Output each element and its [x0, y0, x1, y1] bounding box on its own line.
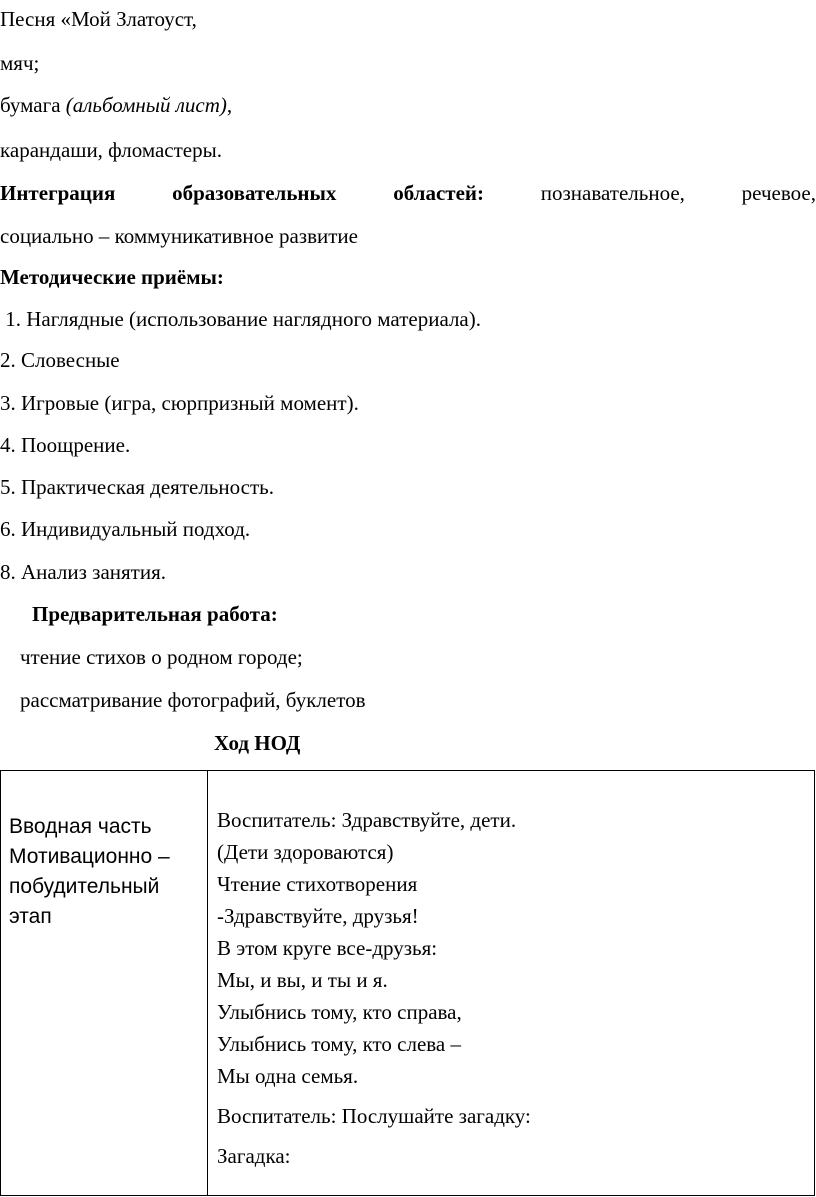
content-line-3: Чтение стихотворения: [217, 872, 418, 896]
materials-pencils: карандаши, фломастеры.: [0, 138, 222, 162]
preliminary-heading: Предварительная работа:: [32, 602, 278, 626]
methods-item-2: 2. Словесные: [0, 348, 120, 372]
paper-italic: (альбомный лист): [65, 93, 227, 117]
materials-song: Песня «Мой Златоуст,: [0, 7, 197, 31]
content-line-6: Мы, и вы, и ты и я.: [217, 968, 388, 992]
table-column-divider: [207, 771, 208, 1195]
table-stage-cell: [9, 812, 199, 932]
paper-end: ,: [226, 93, 233, 117]
preliminary-item-2: рассматривание фотографий, буклетов: [20, 688, 366, 712]
stage-line-2: Мотивационно –: [9, 845, 170, 868]
integration-word-3: областей:: [393, 181, 484, 205]
preliminary-item-1: чтение стихов о родном городе;: [20, 645, 303, 669]
integration-line: [0, 180, 816, 206]
methods-item-6: 6. Индивидуальный подход.: [0, 517, 251, 541]
methods-heading: Методические приёмы:: [0, 265, 224, 289]
table-content-cell: [217, 804, 807, 1172]
methods-item-3: 3. Игровые (игра, сюрпризный момент).: [0, 391, 359, 415]
content-line-4: -Здравствуйте, друзья!: [217, 904, 419, 928]
paper-plain: бумага: [0, 93, 66, 117]
content-line-5: В этом круге все-друзья:: [217, 936, 438, 960]
content-line-11: Загадка:: [217, 1144, 291, 1168]
stage-line-1: Вводная часть: [9, 815, 152, 838]
methods-item-7: 8. Анализ занятия.: [0, 560, 167, 584]
content-line-10: Воспитатель: Послушайте загадку:: [217, 1104, 531, 1128]
integration-value-1: познавательное,: [540, 181, 685, 205]
methods-item-4: 4. Поощрение.: [0, 433, 131, 457]
stage-line-4: этап: [9, 905, 52, 928]
content-line-8: Улыбнись тому, кто слева –: [217, 1032, 461, 1056]
integration-value-2: речевое,: [741, 181, 816, 205]
stage-line-3: побудительный: [9, 875, 160, 898]
integration-word-2: образовательных: [172, 181, 337, 205]
content-line-1: Воспитатель: Здравствуйте, дети.: [217, 808, 517, 832]
integration-continuation: социально – коммуникативное развитие: [0, 224, 358, 248]
materials-ball: мяч;: [0, 51, 40, 75]
methods-item-1: 1. Наглядные (использование наглядного материала).: [0, 307, 481, 331]
course-heading: Ход НОД: [214, 731, 301, 755]
content-line-9: Мы одна семья.: [217, 1064, 359, 1088]
integration-word-1: Интеграция: [0, 181, 116, 205]
materials-paper: [0, 92, 816, 118]
methods-item-5: 5. Практическая деятельность.: [0, 475, 274, 499]
content-line-2: (Дети здороваются): [217, 840, 394, 864]
content-line-7: Улыбнись тому, кто справа,: [217, 1000, 462, 1024]
